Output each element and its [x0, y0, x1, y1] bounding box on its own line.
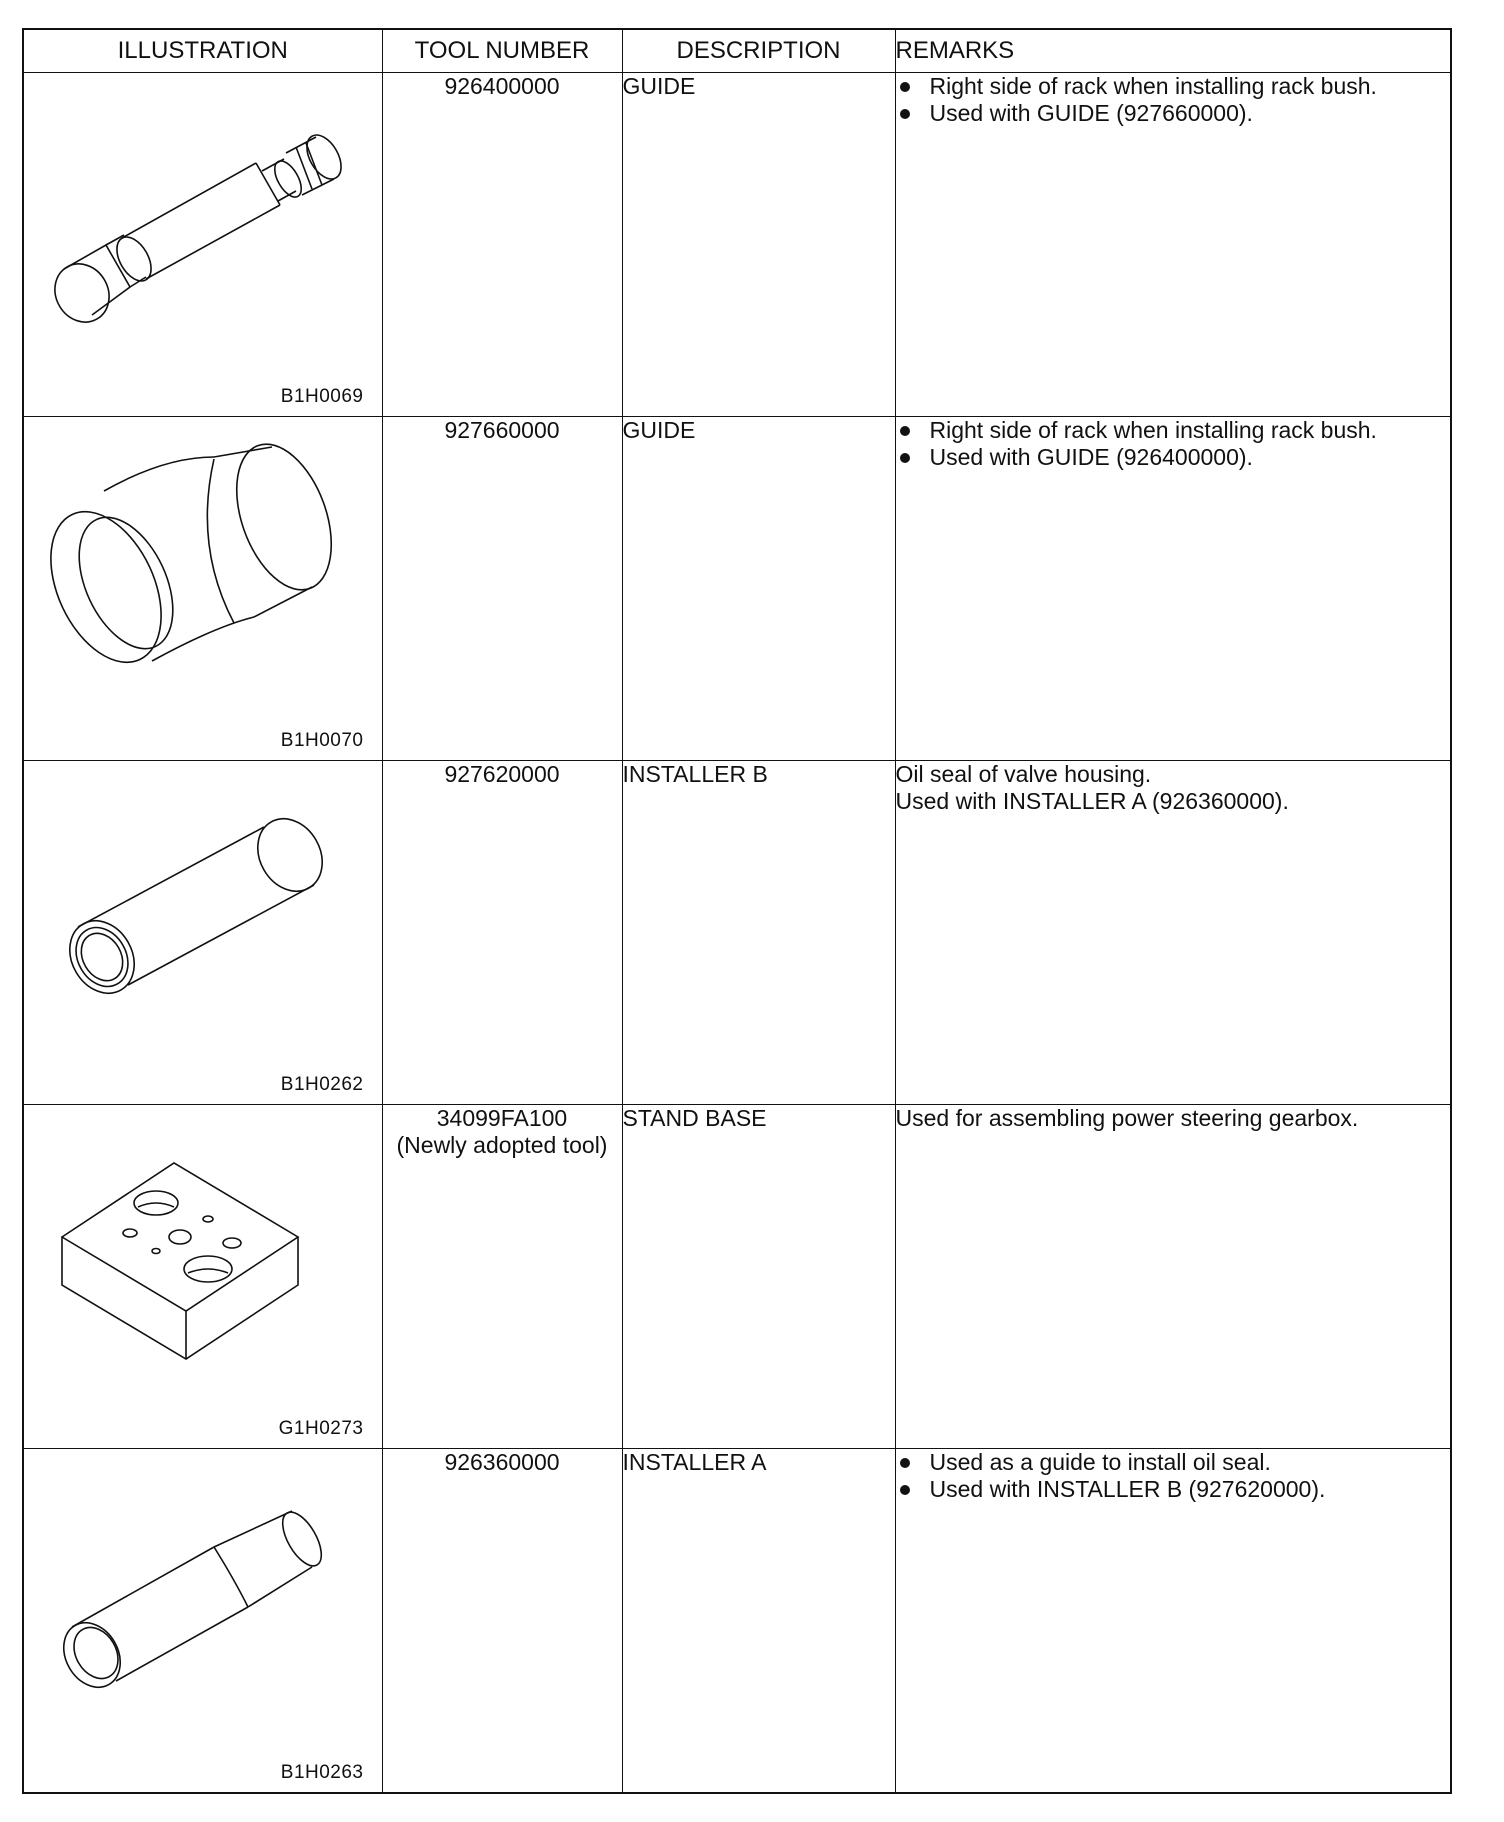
header-illustration: ILLUSTRATION — [23, 29, 382, 73]
tool-description: GUIDE — [622, 73, 696, 99]
tool-number: 927660000 — [444, 417, 560, 444]
table-row — [23, 1449, 1451, 1793]
illustration-code: B1H0262 — [280, 1074, 364, 1096]
header-description: DESCRIPTION — [622, 29, 895, 73]
tool-number: 926360000 — [444, 1449, 560, 1476]
remark-item: Right side of rack when installing rack bush. — [896, 417, 1451, 444]
special-tools-sheet — [22, 28, 1450, 1794]
tool-number: 926400000 — [444, 73, 560, 99]
tool-number: 927620000 — [444, 761, 560, 788]
guide-sleeve-icon — [34, 427, 372, 717]
tool-number-cell — [382, 417, 622, 761]
table-row — [23, 761, 1451, 1105]
description-cell — [622, 1449, 895, 1793]
table-row — [23, 1105, 1451, 1449]
remark-item: Used as a guide to install oil seal. — [896, 1449, 1451, 1476]
illustration-cell — [23, 417, 382, 761]
remarks-cell — [895, 1105, 1451, 1449]
tool-number-cell — [382, 73, 622, 417]
tool-number-cell — [382, 761, 622, 1105]
tool-number: 34099FA100 — [436, 1105, 568, 1132]
header-remarks: REMARKS — [895, 29, 1451, 73]
stand-base-block-icon — [34, 1115, 372, 1405]
remark-item: Used with GUIDE (927660000). — [896, 100, 1451, 127]
installer-tube-icon — [34, 771, 372, 1061]
illustration-code: B1H0263 — [280, 1762, 364, 1783]
description-cell — [622, 761, 895, 1105]
remark-item: Used with INSTALLER B (927620000). — [896, 1476, 1451, 1503]
table-row — [23, 417, 1451, 761]
remark-line: Used with INSTALLER A (926360000). — [895, 788, 1289, 815]
remark-item: Used with GUIDE (926400000). — [896, 444, 1451, 471]
header-tool-number: TOOL NUMBER — [382, 29, 622, 73]
table-header-row — [23, 29, 1451, 73]
remark-item: Right side of rack when installing rack bush. — [896, 73, 1451, 100]
remarks-cell — [895, 73, 1451, 417]
tool-description: INSTALLER A — [622, 1449, 767, 1476]
remarks-list — [896, 1449, 1451, 1503]
illustration-code: B1H0069 — [280, 386, 364, 408]
tool-description: INSTALLER B — [622, 761, 768, 788]
description-cell — [622, 417, 895, 761]
illustration-cell — [23, 1105, 382, 1449]
special-tools-table — [22, 28, 1452, 1794]
remarks-list — [896, 73, 1451, 127]
installer-taper-icon — [34, 1459, 372, 1749]
tool-number-cell — [382, 1105, 622, 1449]
tool-description: STAND BASE — [622, 1105, 767, 1132]
illustration-code: G1H0273 — [278, 1418, 364, 1440]
tool-number-cell — [382, 1449, 622, 1793]
remarks-cell — [895, 417, 1451, 761]
illustration-cell — [23, 73, 382, 417]
remarks-cell — [895, 761, 1451, 1105]
description-cell — [622, 73, 895, 417]
illustration-code: B1H0070 — [280, 730, 364, 752]
tool-description: GUIDE — [622, 417, 696, 444]
description-cell — [622, 1105, 895, 1449]
remark-line: Used for assembling power steering gearbox. — [895, 1105, 1359, 1132]
guide-rod-icon — [34, 83, 372, 373]
remarks-list — [896, 417, 1451, 471]
tool-note: (Newly adopted tool) — [396, 1132, 608, 1159]
table-row — [23, 73, 1451, 417]
remark-line: Oil seal of valve housing. — [895, 761, 1152, 788]
illustration-cell — [23, 1449, 382, 1793]
remarks-cell — [895, 1449, 1451, 1793]
illustration-cell — [23, 761, 382, 1105]
